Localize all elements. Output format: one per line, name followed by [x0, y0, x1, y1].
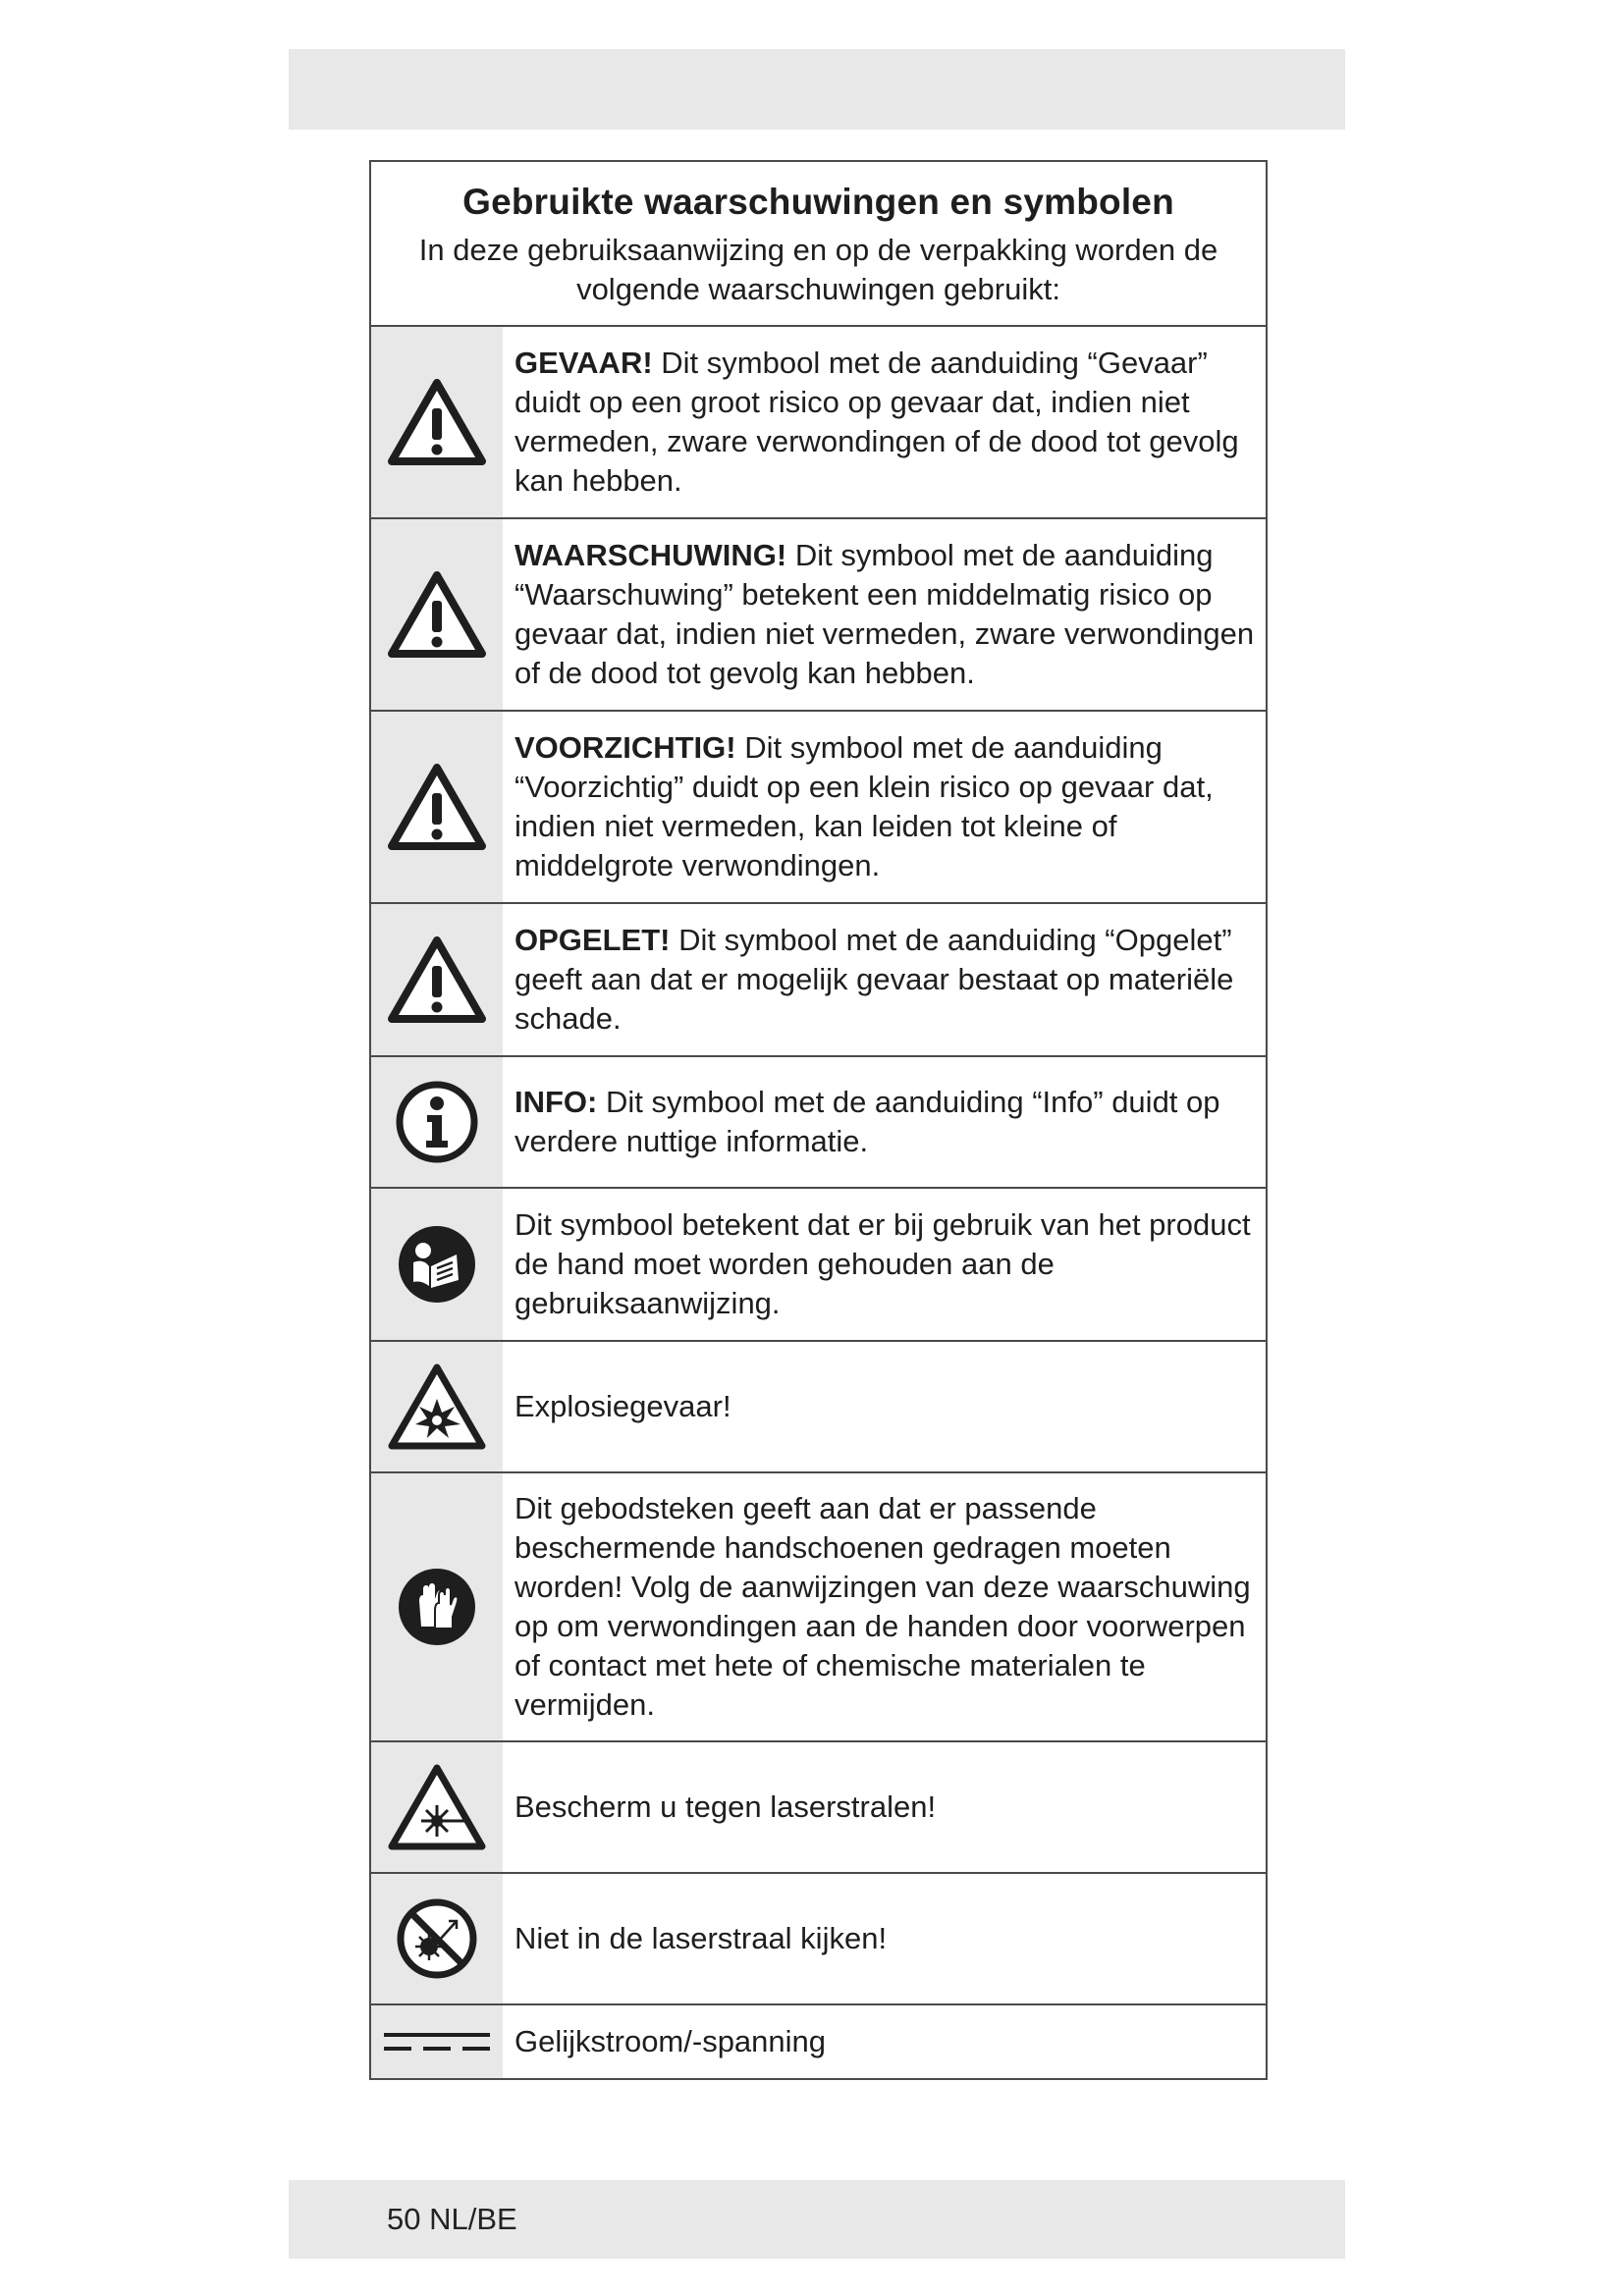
- icon-cell: [371, 1189, 503, 1340]
- warnings-table: [369, 160, 1268, 2080]
- icon-cell: [371, 1342, 503, 1471]
- table-row: [371, 1473, 1266, 1742]
- no-laser-stare-icon: [396, 1897, 478, 1980]
- row-text: [503, 712, 1266, 902]
- signal-word: OPGELET!: [514, 923, 671, 957]
- read-manual-icon: [396, 1223, 478, 1306]
- table-row: [371, 712, 1266, 904]
- table-row: [371, 904, 1266, 1057]
- protective-gloves-icon: [396, 1566, 478, 1648]
- table-row: [371, 1057, 1266, 1189]
- icon-cell: [371, 519, 503, 710]
- laser-warning-icon: [388, 1764, 486, 1850]
- row-text: [503, 1189, 1266, 1340]
- explosion-hazard-icon: [388, 1363, 486, 1450]
- row-description: Dit symbool met de aanduiding “Gevaar” duidt op een groot risico op gevaar dat, indien niet vermeden, zware verwondingen of de dood tot gevolg kan hebben.: [514, 346, 1239, 498]
- row-description: Niet in de laserstraal kijken!: [514, 1921, 888, 1955]
- signal-word: WAARSCHUWING!: [514, 538, 787, 572]
- info-icon: [395, 1080, 479, 1164]
- table-row: [371, 1742, 1266, 1874]
- signal-word: GEVAAR!: [514, 346, 653, 380]
- page-footer-band: [289, 2180, 1345, 2259]
- warning-triangle-icon: [388, 936, 486, 1023]
- table-row: [371, 327, 1266, 519]
- page-number: 50 NL/BE: [387, 2202, 517, 2236]
- row-description: Dit symbool met de aanduiding “Waarschuwing” betekent een middelmatig risico op gevaar dat, indien niet vermeden, zware verwondingen of de dood tot gevolg kan hebben.: [514, 538, 1255, 690]
- row-text: [503, 327, 1266, 517]
- icon-cell: [371, 1057, 503, 1187]
- row-text: [503, 2005, 1266, 2078]
- icon-cell: [371, 1742, 503, 1872]
- table-row: [371, 519, 1266, 712]
- table-row: [371, 2005, 1266, 2078]
- row-text: [503, 1057, 1266, 1187]
- icon-cell: [371, 327, 503, 517]
- row-text: [503, 1742, 1266, 1872]
- row-text: [503, 904, 1266, 1055]
- icon-cell: [371, 2005, 503, 2078]
- row-text: [503, 1473, 1266, 1740]
- direct-current-icon: [382, 2027, 492, 2056]
- row-description: Dit symbool met de aanduiding “Opgelet” geeft aan dat er mogelijk gevaar bestaat op materiële schade.: [514, 923, 1234, 1036]
- table-row: [371, 1342, 1266, 1473]
- row-description: Dit symbool met de aanduiding “Voorzichtig” duidt op een klein risico op gevaar dat, indien niet vermeden, kan leiden tot kleine of middelgrote verwondingen.: [514, 730, 1214, 882]
- warning-triangle-icon: [388, 571, 486, 658]
- row-text: [503, 519, 1266, 710]
- page-title: Gebruikte waarschuwingen en symbolen: [462, 182, 1174, 222]
- page-header-band: [289, 49, 1345, 130]
- row-description: Dit gebodsteken geeft aan dat er passende beschermende handschoenen gedragen moeten worden! Volg de aanwijzingen van deze waarschuwing op om verwondingen aan de handen door voorwerpen of contact met hete of chemische materialen te vermijden.: [514, 1491, 1251, 1722]
- warning-triangle-icon: [388, 379, 486, 465]
- signal-word: VOORZICHTIG!: [514, 730, 736, 765]
- icon-cell: [371, 1473, 503, 1740]
- row-description: Gelijkstroom/-spanning: [514, 2024, 827, 2058]
- icon-cell: [371, 904, 503, 1055]
- row-description: Dit symbool betekent dat er bij gebruik van het product de hand moet worden gehouden aan de gebruiksaanwijzing.: [514, 1207, 1251, 1320]
- row-description: Explosiegevaar!: [514, 1389, 731, 1423]
- intro-text: In deze gebruiksaanwijzing en op de verpakking worden de volgende waarschuwingen gebruikt:: [418, 233, 1218, 306]
- row-description: Bescherm u tegen laserstralen!: [514, 1789, 937, 1824]
- icon-cell: [371, 712, 503, 902]
- warning-triangle-icon: [388, 764, 486, 850]
- table-header: [371, 162, 1266, 327]
- row-text: [503, 1874, 1266, 2003]
- table-row: [371, 1189, 1266, 1342]
- row-description: Dit symbool met de aanduiding “Info” duidt op verdere nuttige informatie.: [514, 1085, 1220, 1158]
- signal-word: INFO:: [514, 1085, 598, 1119]
- icon-cell: [371, 1874, 503, 2003]
- row-text: [503, 1342, 1266, 1471]
- table-row: [371, 1874, 1266, 2005]
